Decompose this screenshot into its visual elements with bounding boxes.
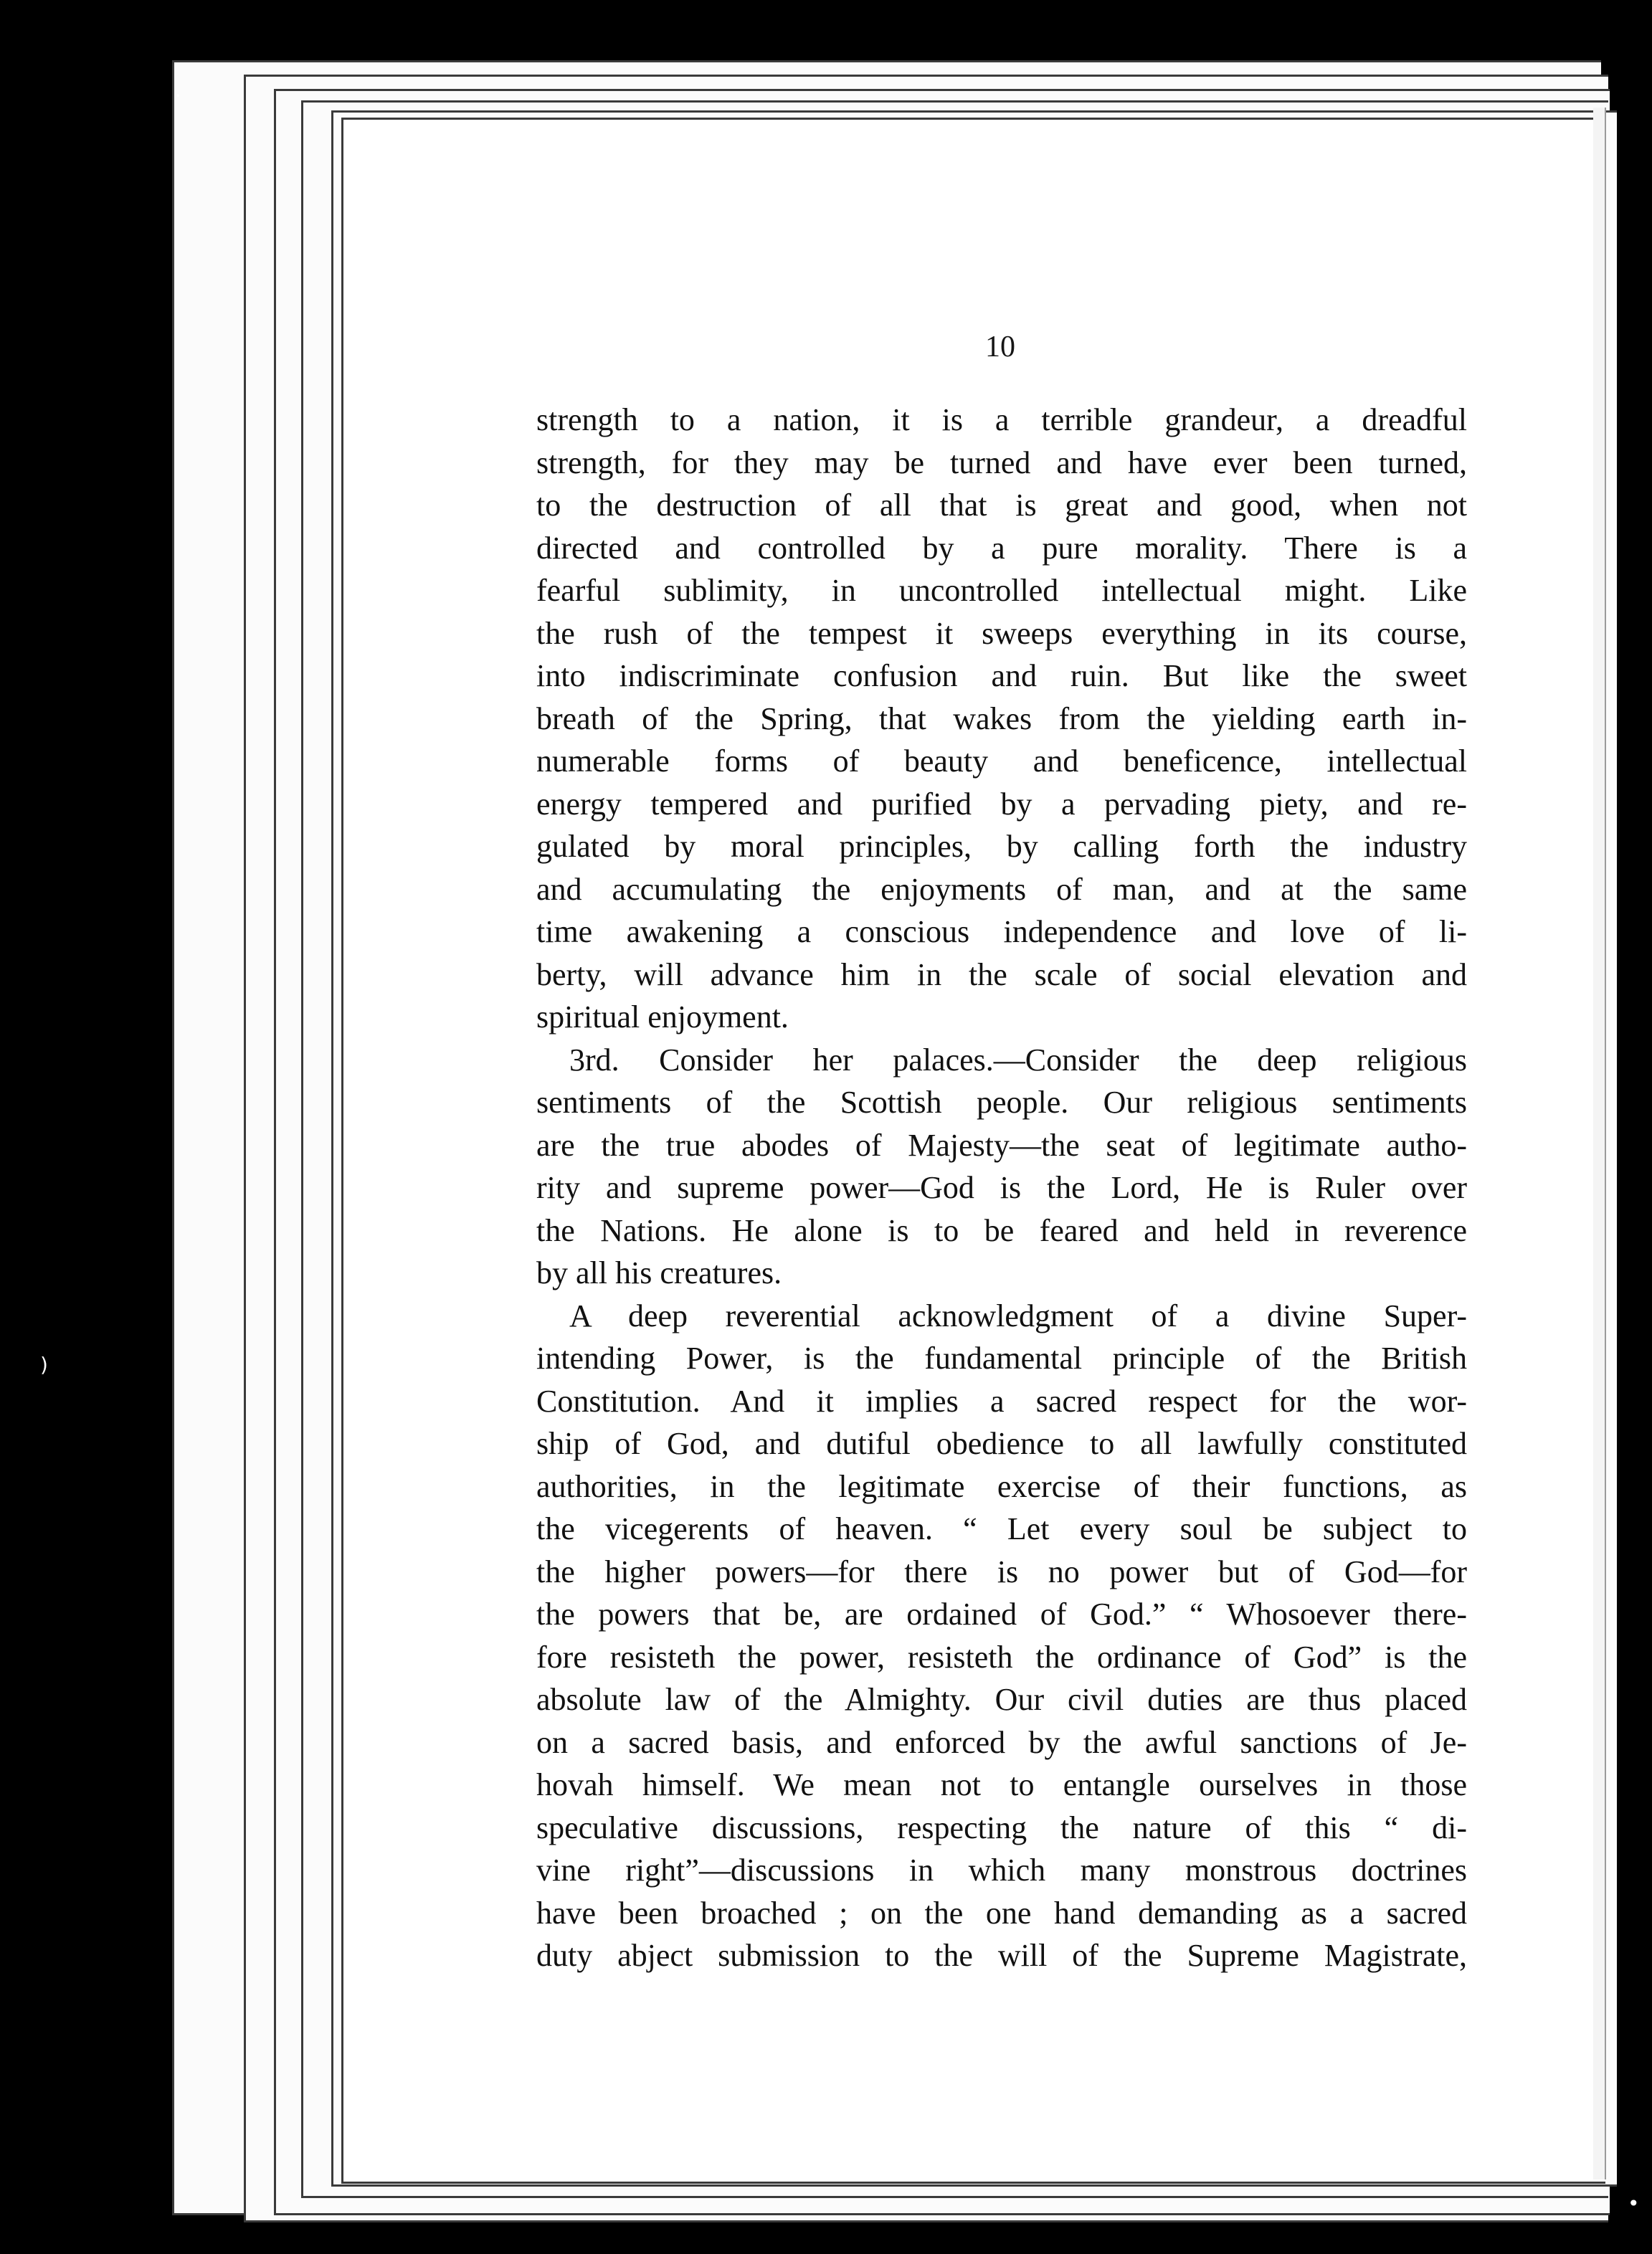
text-line: the Nations. He alone is to be feared and held in reverence bbox=[536, 1212, 1467, 1248]
text-line: duty abject submission to the will of the Supreme Magistrate, bbox=[536, 1938, 1467, 1973]
text-line: the vicegerents of heaven. “ Let every soul be subject to bbox=[536, 1511, 1467, 1546]
text-line: vine right”—discussions in which many monstrous doctrines bbox=[536, 1853, 1467, 1888]
page-number: 10 bbox=[985, 331, 1015, 363]
text-line: have been broached ; on the one hand demanding as a sacred bbox=[536, 1895, 1467, 1931]
text-line: 3rd. Consider her palaces.—Consider the deep religious bbox=[569, 1042, 1467, 1078]
text-line: breath of the Spring, that wakes from the yielding earth in- bbox=[536, 700, 1467, 736]
text-line: authorities, in the legitimate exercise of their functions, as bbox=[536, 1468, 1467, 1504]
text-line: directed and controlled by a pure morality. There is a bbox=[536, 530, 1467, 566]
body-text bbox=[536, 399, 1467, 1977]
scan-speck: • bbox=[1628, 2192, 1640, 2215]
text-line: by all his creatures. bbox=[536, 1255, 782, 1290]
text-line: strength, for they may be turned and have ever been turned, bbox=[536, 444, 1467, 480]
scan-speck: ) bbox=[40, 1353, 48, 1376]
text-line: into indiscriminate confusion and ruin. But like the sweet bbox=[536, 658, 1467, 693]
text-line: the higher powers—for there is no power but of God—for bbox=[536, 1554, 1467, 1589]
text-line: berty, will advance him in the scale of social elevation and bbox=[536, 956, 1467, 992]
text-line: on a sacred basis, and enforced by the awful sanctions of Je- bbox=[536, 1724, 1467, 1760]
text-line: rity and supreme power—God is the Lord, He is Ruler over bbox=[536, 1170, 1467, 1205]
text-line: the rush of the tempest it sweeps everything in its course, bbox=[536, 615, 1467, 651]
text-line: A deep reverential acknowledgment of a divine Super- bbox=[569, 1298, 1467, 1333]
text-line: fearful sublimity, in uncontrolled intellectual might. Like bbox=[536, 573, 1467, 608]
text-line: and accumulating the enjoyments of man, and at the same bbox=[536, 871, 1467, 907]
text-line: strength to a nation, it is a terrible grandeur, a dreadful bbox=[536, 402, 1467, 437]
text-line: time awakening a conscious independence and love of li- bbox=[536, 914, 1467, 949]
text-line: intending Power, is the fundamental principle of the British bbox=[536, 1341, 1467, 1376]
text-line: numerable forms of beauty and beneficence, intellectual bbox=[536, 743, 1467, 779]
text-line: energy tempered and purified by a pervading piety, and re- bbox=[536, 786, 1467, 822]
text-line: the powers that be, are ordained of God.” “ Whosoever there- bbox=[536, 1597, 1467, 1632]
text-line: ship of God, and dutiful obedience to all lawfully constituted bbox=[536, 1426, 1467, 1461]
text-line: are the true abodes of Majesty—the seat of legitimate autho- bbox=[536, 1127, 1467, 1163]
scan-speck: · bbox=[175, 84, 181, 108]
text-line: speculative discussions, respecting the nature of this “ di- bbox=[536, 1810, 1467, 1845]
book-spine bbox=[1593, 108, 1606, 2179]
text-line: hovah himself. We mean not to entangle ourselves in those bbox=[536, 1767, 1467, 1802]
text-line: absolute law of the Almighty. Our civil duties are thus placed bbox=[536, 1682, 1467, 1717]
text-line: sentiments of the Scottish people. Our religious sentiments bbox=[536, 1085, 1467, 1120]
text-line: Constitution. And it implies a sacred respect for the wor- bbox=[536, 1383, 1467, 1419]
text-line: to the destruction of all that is great and good, when not bbox=[536, 488, 1467, 523]
text-line: fore resisteth the power, resisteth the ordinance of God” is the bbox=[536, 1639, 1467, 1675]
text-line: gulated by moral principles, by calling forth the industry bbox=[536, 829, 1467, 864]
text-line: spiritual enjoyment. bbox=[536, 999, 789, 1035]
